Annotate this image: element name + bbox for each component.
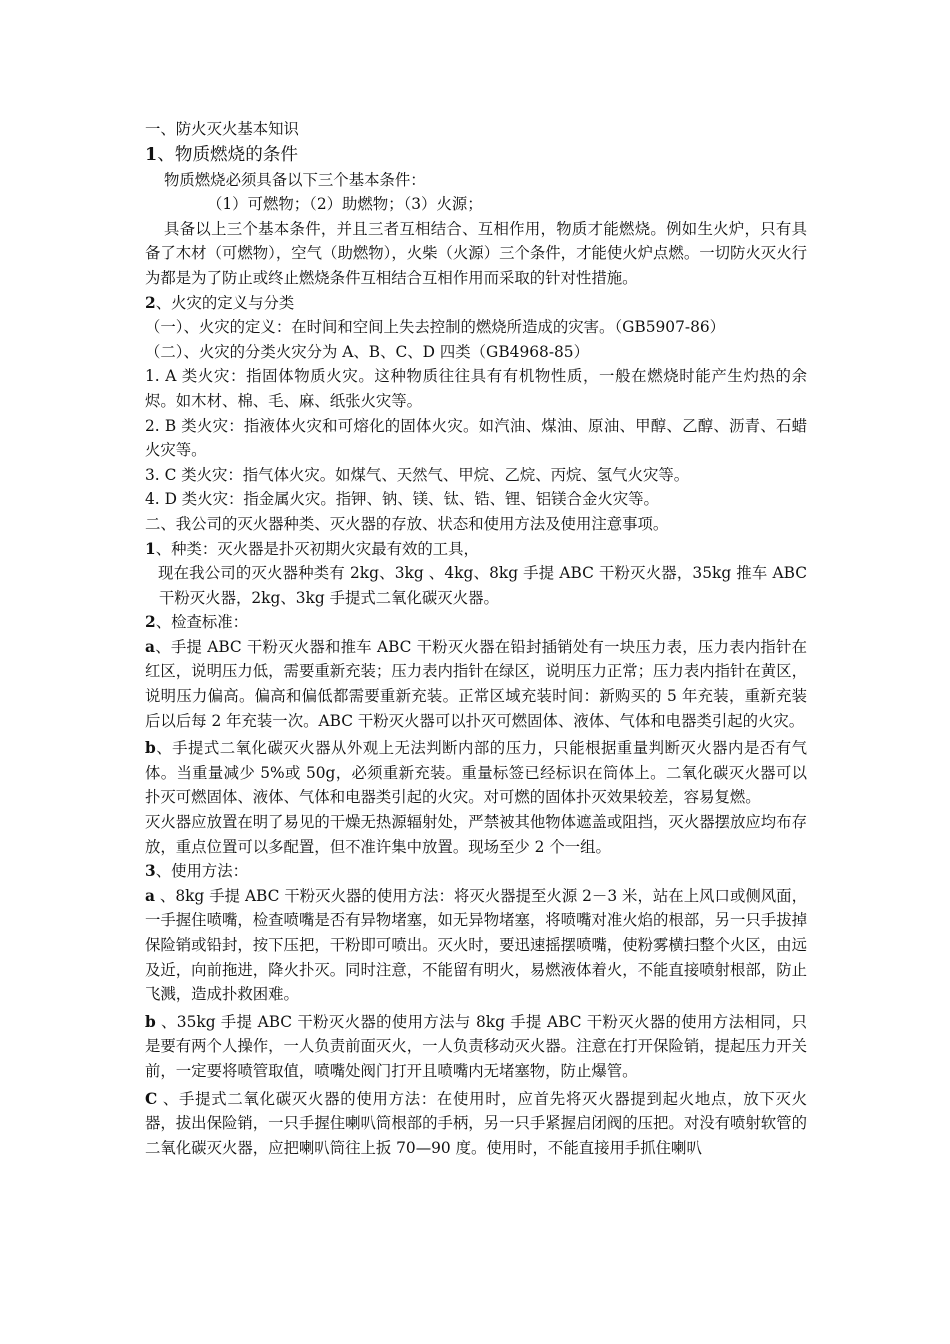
check-b-label: b xyxy=(145,739,156,758)
section-1-title: 一、防火灭火基本知识 xyxy=(145,120,299,138)
conditions-list: （1）可燃物；（2）助燃物；（3）火源； xyxy=(207,195,483,214)
document-page xyxy=(145,117,807,1160)
conditions-intro: 物质燃烧必须具备以下三个基本条件： xyxy=(164,170,426,189)
section-2-title: 二、我公司的灭火器种类、灭火器的存放、状态和使用方法及使用注意事项。 xyxy=(145,514,669,533)
fire-class-c: 3. C 类火灾：指气体火灾。如煤气、天然气、甲烷、乙烷、丙烷、氢气火灾等。 xyxy=(145,465,690,484)
usage-c-label: C xyxy=(145,1089,158,1108)
subsection-2-2-number: 2 xyxy=(145,613,156,632)
subsection-2-1-number: 1 xyxy=(145,539,156,558)
subsection-1-2-title xyxy=(145,291,807,316)
subsection-2-2-title xyxy=(145,610,807,635)
usage-a-text: 、8kg 手提 ABC 干粉灭火器的使用方法：将灭火器提至火源 2－3 米，站在上风口或侧风面，一手握住喷嘴，检查喷嘴是否有异物堵塞，如无异物堵塞，将喷嘴对准火焰的根部，另一只手拔掉保险销或铅封，按下压把，干粉即可喷出。灭火时，要迅速摇摆喷嘴，使粉雾横扫整个火区，由远及近，向前拖进，降火扑灭。同时注意，不能留有明火，易燃液体着火，不能直接喷射根部，防止飞溅，造成扑救困难。 xyxy=(145,886,807,1004)
usage-a-label: a xyxy=(145,886,155,905)
subsection-1-2-number: 2 xyxy=(145,293,156,312)
usage-b xyxy=(145,1010,807,1084)
fire-class-d: 4. D 类火灾：指金属火灾。指钾、钠、镁、钛、锆、锂、铝镁合金火灾等。 xyxy=(145,490,659,509)
storage-rules: 灭火器应放置在明了易见的干燥无热源辐射处，严禁被其他物体遮盖或阻挡，灭火器摆放应均布存放，重点位置可以多配置，但不准许集中放置。现场至少 2 个一组。 xyxy=(145,813,807,856)
fire-class-a: 1. A 类火灾：指固体物质火灾。这种物质往往具有有机物性质，一般在燃烧时能产生灼热的余烬。如木材、棉、毛、麻、纸张火灾等。 xyxy=(145,367,807,410)
subsection-1-1-number: 1 xyxy=(145,143,158,165)
check-standard-a xyxy=(145,635,807,733)
conditions-description: 具备以上三个基本条件，并且三者互相结合、互相作用，物质才能燃烧。例如生火炉，只有具备了木材（可燃物），空气（助燃物），火柴（火源）三个条件，才能使火炉点燃。一切防火灭火行为都是为了防止或终止燃烧条件互相结合互相作用而采取的针对性措施。 xyxy=(145,219,807,287)
subsection-2-3-text: 、使用方法： xyxy=(155,862,249,881)
subsection-2-1-title xyxy=(145,537,807,562)
fire-class-b: 2. B 类火灾：指液体火灾和可熔化的固体火灾。如汽油、煤油、原油、甲醇、乙醇、沥青、石蜡火灾等。 xyxy=(145,416,807,460)
subsection-1-2-text: 、火灾的定义与分类 xyxy=(155,293,295,312)
check-a-label: a xyxy=(145,637,155,656)
subsection-2-3-title xyxy=(145,859,807,884)
usage-a xyxy=(145,884,807,1007)
extinguisher-types: 现在我公司的灭火器种类有 2kg、3kg 、4kg、8kg 手提 ABC 干粉灭火器，35kg 推车 ABC 干粉灭火器，2kg、3kg 手提式二氧化碳灭火器。 xyxy=(158,564,807,607)
usage-c xyxy=(145,1087,807,1161)
subsection-2-3-number: 3 xyxy=(145,862,156,881)
fire-classification: （二）、火灾的分类火灾分为 A、B、C、D 四类（GB4968-85） xyxy=(145,342,589,361)
usage-b-label: b xyxy=(145,1012,156,1031)
subsection-1-1-text: 、物质燃烧的条件 xyxy=(157,144,299,165)
subsection-1-1-title xyxy=(145,142,807,168)
subsection-2-2-text: 、检查标准： xyxy=(155,613,249,632)
check-b-text: 、手提式二氧化碳灭火器从外观上无法判断内部的压力，只能根据重量判断灭火器内是否有气体。当重量减少 5%或 50g，必须重新充装。重量标签已经标识在筒体上。二氧化碳灭火器可以扑灭可燃固体、液体、气体和电器类引起的火灾。对可燃的固体扑灭效果较差，容易复燃。 xyxy=(145,739,807,807)
check-a-text: 、手提 ABC 干粉灭火器和推车 ABC 干粉灭火器在铅封插销处有一块压力表，压力表内指针在红区，说明压力低，需要重新充装；压力表内指针在绿区，说明压力正常；压力表内指针在黄区，说明压力偏高。偏高和偏低都需要重新充装。正常区域充装时间：新购买的 5 年充装，重新充装后以后每 2 年充装一次。ABC 干粉灭火器可以扑灭可燃固体、液体、气体和电器类引起的火灾。 xyxy=(145,637,807,730)
usage-c-text: 、手提式二氧化碳灭火器的使用方法：在使用时，应首先将灭火器提到起火地点，放下灭火器，拔出保险销，一只手握住喇叭筒根部的手柄，另一只手紧握启闭阀的压把。对没有喷射软管的二氧化碳灭火器，应把喇叭筒往上扳 70—90 度。使用时，不能直接用手抓住喇叭 xyxy=(145,1089,807,1157)
fire-definition: （一）、火灾的定义：在时间和空间上失去控制的燃烧所造成的灾害。（GB5907-86） xyxy=(145,318,726,337)
check-standard-b xyxy=(145,736,807,810)
subsection-2-1-text: 、种类：灭火器是扑灭初期火灾最有效的工具， xyxy=(155,539,479,558)
usage-b-text: 、35kg 手提 ABC 干粉灭火器的使用方法与 8kg 手提 ABC 干粉灭火器的使用方法相同，只是要有两个人操作，一人负责前面灭火，一人负责移动灭火器。注意在打开保险销，提起压力开关前，一定要将喷管取值，喷嘴处阀门打开且喷嘴内无堵塞物，防止爆管。 xyxy=(145,1012,807,1080)
